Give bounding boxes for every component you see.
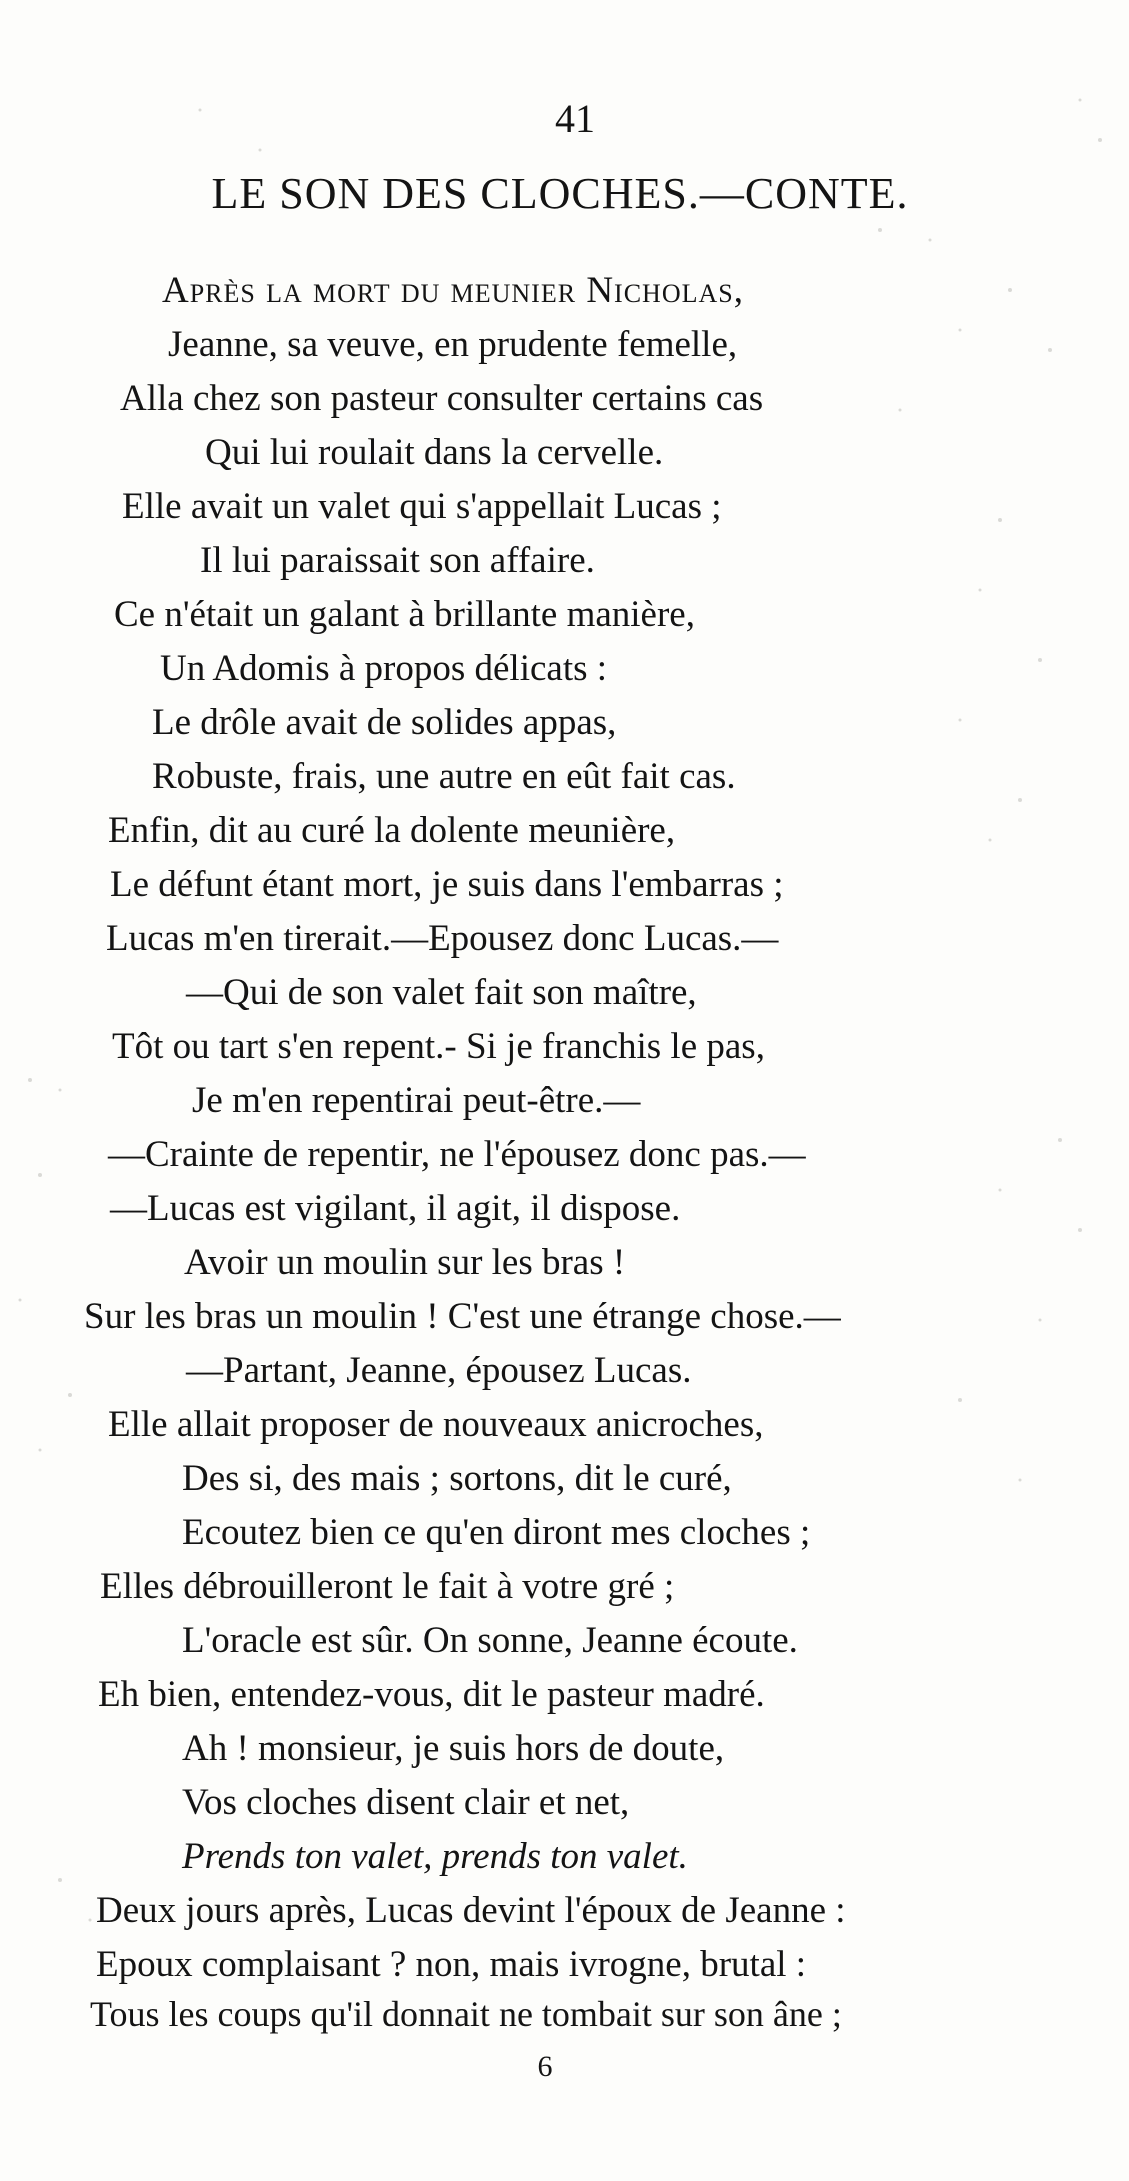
verse-line: Robuste, frais, une autre en eût fait cas. — [152, 756, 736, 797]
page-number: 41 — [555, 96, 595, 141]
verse-line-text: Après la mort du meunier Nicholas, — [162, 270, 744, 311]
verse-line: Un Adomis à propos délicats : — [160, 648, 608, 689]
verse-line: Vos cloches disent clair et net, — [182, 1782, 630, 1823]
verse-line: Ah ! monsieur, je suis hors de doute, — [182, 1728, 725, 1769]
verse-line: Elle allait proposer de nouveaux anicroches, — [108, 1404, 764, 1445]
verse-line: Enfin, dit au curé la dolente meunière, — [108, 810, 676, 851]
verse-line: Sur les bras un moulin ! C'est une étrange chose.— — [84, 1296, 841, 1337]
verse-line: Avoir un moulin sur les bras ! — [184, 1242, 626, 1283]
verse-line: Prends ton valet, prends ton valet. — [182, 1836, 688, 1877]
verse-line: Jeanne, sa veuve, en prudente femelle, — [168, 324, 738, 365]
verse-line: Le défunt étant mort, je suis dans l'embarras ; — [110, 864, 784, 905]
verse-line: Tôt ou tart s'en repent.- Si je franchis le pas, — [112, 1026, 765, 1067]
verse-line: Il lui paraissait son affaire. — [200, 540, 595, 581]
verse-line: Ecoutez bien ce qu'en diront mes cloches ; — [182, 1512, 811, 1553]
verse-line: Alla chez son pasteur consulter certains cas — [120, 378, 764, 419]
verse-line: —Partant, Jeanne, épousez Lucas. — [186, 1350, 692, 1391]
verse-line: Deux jours après, Lucas devint l'époux de Jeanne : — [96, 1890, 846, 1931]
verse-line — [162, 272, 744, 309]
signature-mark: 6 — [537, 2050, 553, 2083]
verse-line: Epoux complaisant ? non, mais ivrogne, brutal : — [96, 1944, 807, 1985]
verse-line: Lucas m'en tirerait.—Epousez donc Lucas.— — [106, 918, 779, 959]
verse-line: Elle avait un valet qui s'appellait Lucas ; — [122, 486, 722, 527]
verse-line: Ce n'était un galant à brillante manière, — [114, 594, 695, 635]
verse-line: Tous les coups qu'il donnait ne tombait sur son âne ; — [90, 1994, 842, 2034]
verse-line: —Crainte de repentir, ne l'épousez donc pas.— — [108, 1134, 806, 1175]
verse-line-text: Des si, des mais ; sortons, dit le curé, — [182, 1458, 732, 1499]
page-title: LE SON DES CLOCHES.—CONTE. — [211, 169, 909, 218]
verse-line: Je m'en repentirai peut-être.— — [192, 1080, 641, 1121]
verse-line — [182, 1460, 732, 1497]
verse-line: Qui lui roulait dans la cervelle. — [205, 432, 664, 473]
verse-line: —Qui de son valet fait son maître, — [186, 972, 697, 1013]
verse-line: Elles débrouilleront le fait à votre gré ; — [100, 1566, 675, 1607]
verse-line: L'oracle est sûr. On sonne, Jeanne écoute. — [182, 1620, 798, 1661]
verse-line: Eh bien, entendez-vous, dit le pasteur madré. — [98, 1674, 765, 1715]
verse-line: Le drôle avait de solides appas, — [152, 702, 617, 743]
verse-line: —Lucas est vigilant, il agit, il dispose. — [110, 1188, 681, 1229]
